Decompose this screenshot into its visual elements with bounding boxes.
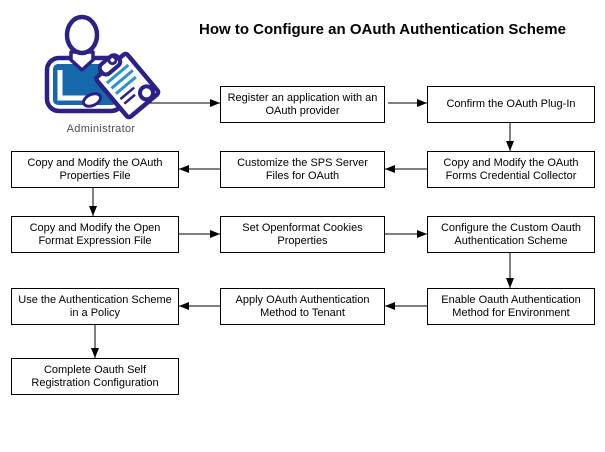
- page-title: How to Configure an OAuth Authentication Scheme: [199, 21, 566, 38]
- step-complete-self-registration: Complete Oauth Self Registration Configuration: [11, 358, 179, 395]
- step-apply-method-tenant: Apply OAuth Authentication Method to Tenant: [220, 288, 385, 325]
- administrator-person-with-clipboard-icon: [42, 8, 160, 120]
- step-confirm-oauth-plugin: Confirm the OAuth Plug-In: [427, 86, 595, 123]
- step-configure-custom-scheme: Configure the Custom Oauth Authentication Scheme: [427, 216, 595, 253]
- step-enable-method-environment: Enable Oauth Authentication Method for Environment: [427, 288, 595, 325]
- step-customize-sps-server: Customize the SPS Server Files for OAuth: [220, 151, 385, 188]
- administrator-figure: [42, 8, 160, 120]
- step-copy-open-format-expression: Copy and Modify the Open Format Expression File: [11, 216, 179, 253]
- step-copy-forms-credential-collector: Copy and Modify the OAuth Forms Credential Collector: [427, 151, 595, 188]
- step-use-scheme-policy: Use the Authentication Scheme in a Policy: [11, 288, 179, 325]
- step-set-openformat-cookies: Set Openformat Cookies Properties: [220, 216, 385, 253]
- step-copy-properties-file: Copy and Modify the OAuth Properties File: [11, 151, 179, 188]
- step-register-application: Register an application with an OAuth provider: [220, 86, 385, 123]
- administrator-label: Administrator: [66, 123, 136, 135]
